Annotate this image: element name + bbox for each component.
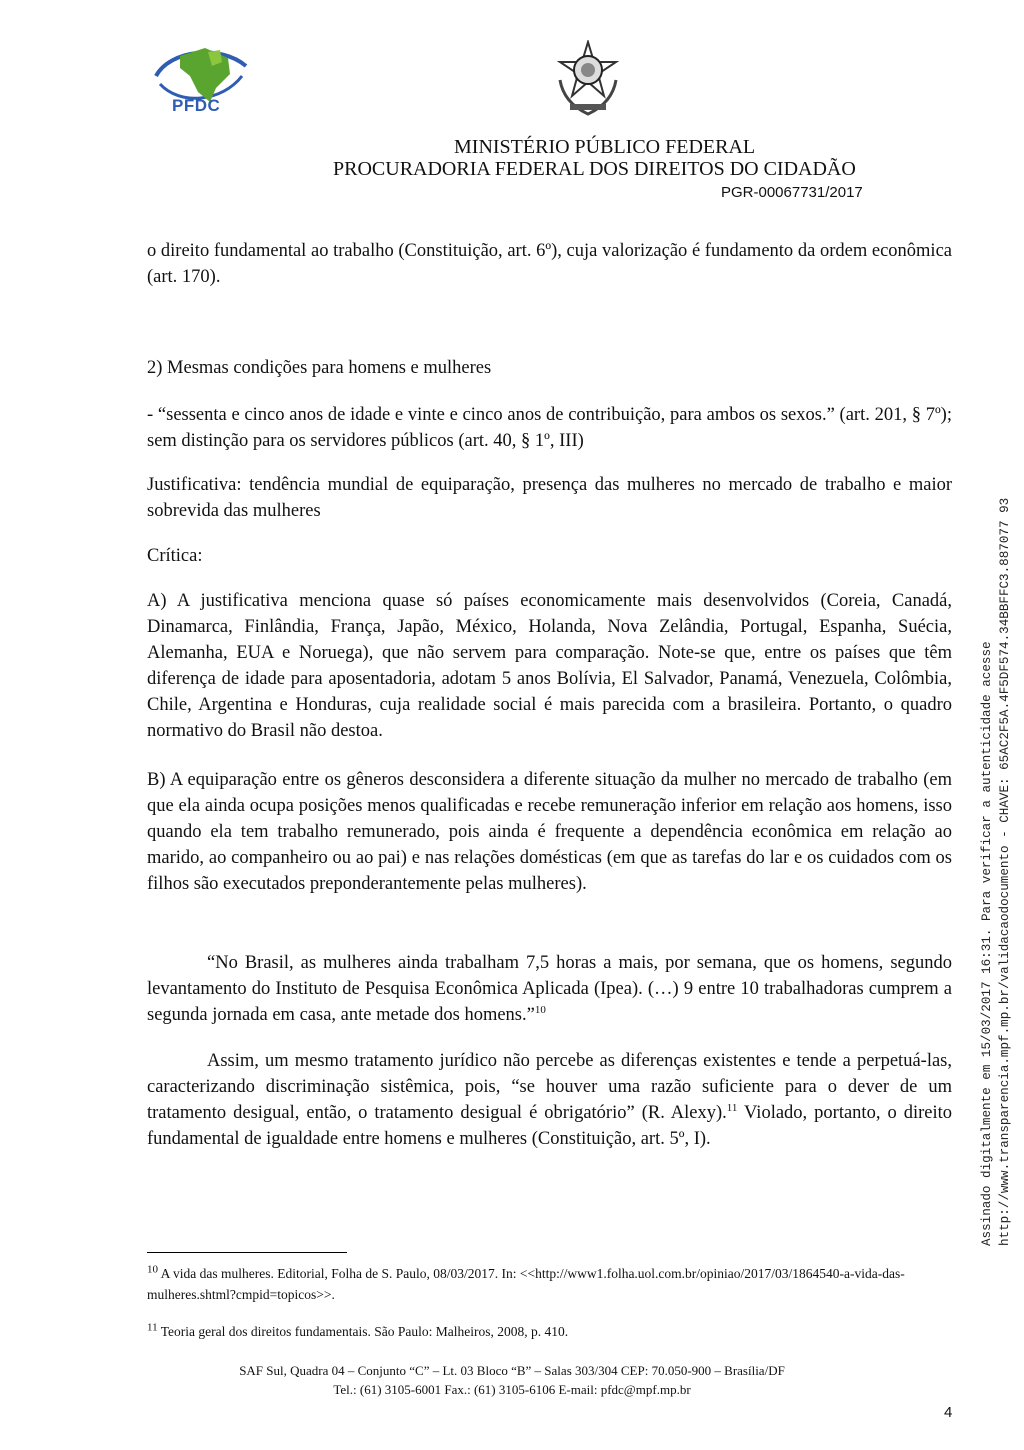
footnote-number: 11: [147, 1321, 158, 1334]
section-heading-2: 2) Mesmas condições para homens e mulheres: [147, 358, 492, 378]
footnote-text: Teoria geral dos direitos fundamentais. São Paulo: Malheiros, 2008, p. 410.: [157, 1324, 569, 1339]
logo-text: PFDC: [172, 96, 221, 115]
paragraph-a: A) A justificativa menciona quase só países economicamente mais desenvolvidos (Coreia, Canadá, Dinamarca, Finlândia, França, Japão, México, Holanda, Nova Zelândia, Portugal, Espanha, Suécia, Alemanha, EUA e Noruega), que não servem para comparação. Note-se que, entre os países que têm diferença de idade para aposentadoria, adotam 5 anos Bolívia, El Salvador, Panamá, Venezuela, Colômbia, Chile, Argentina e Honduras, cuja realidade social é mais parecida com a brasileira. Portanto, o quadro normativo do Brasil não destoa.: [147, 591, 952, 741]
paragraph-b: B) A equiparação entre os gêneros desconsidera a diferente situação da mulher no mercado de trabalho (em que ela ainda ocupa posições menos qualificadas e recebe remuneração inferior em relação aos homens, isso quando ela tem trabalho remunerado, pois ainda é frequente a dependência econômica em relação ao marido, ao companheiro ou ao pai) e nas relações domésticas (em que as tarefas do lar e os cuidados com os filhos são executados preponderantemente pelas mulheres).: [147, 770, 952, 894]
footer-address: SAF Sul, Quadra 04 – Conjunto “C” – Lt. 03 Bloco “B” – Salas 303/304 CEP: 70.050-900 – Brasília/DF: [239, 1363, 785, 1378]
document-id: PGR-00067731/2017: [721, 184, 863, 201]
header-procuradoria: PROCURADORIA FEDERAL DOS DIREITOS DO CIDADÃO: [333, 158, 856, 180]
header-ministry: MINISTÉRIO PÚBLICO FEDERAL: [454, 136, 756, 158]
footnote-11: [147, 1321, 952, 1342]
quote-paragraph: [147, 950, 952, 1028]
paragraph-assim: [147, 1048, 952, 1152]
assim-text-cont: Violado, portanto, o direito fundamental de igualdade entre homens e mulheres (Constituição, art. 5º, I).: [147, 1103, 952, 1149]
paragraph-justificativa: Justificativa: tendência mundial de equiparação, presença das mulheres no mercado de trabalho e maior sobrevida das mulheres: [147, 475, 952, 521]
digital-signature-stamp: [978, 498, 1014, 1246]
footnote-ref-10[interactable]: 10: [534, 1003, 546, 1016]
paragraph-3: - “sessenta e cinco anos de idade e vinte e cinco anos de contribuição, para ambos os sexos.” (art. 201, § 7º); sem distinção para os servidores públicos (art. 40, § 1º, III): [147, 405, 952, 451]
signature-line-1: Assinado digitalmente em 15/03/2017 16:31. Para verificar a autenticidade acesse: [980, 641, 994, 1246]
footnote-number: 10: [147, 1263, 158, 1276]
quote-text: “No Brasil, as mulheres ainda trabalham 7,5 horas a mais, por semana, que os homens, segundo levantamento do Instituto de Pesquisa Econômica Aplicada (Ipea). (…) 9 entre 10 trabalhadoras cumprem a segunda jornada em casa, ante metade dos homens.”: [147, 953, 952, 1025]
coat-of-arms-icon: [554, 40, 622, 116]
critica-label: Crítica:: [147, 546, 203, 566]
footnote-text[interactable]: A vida das mulheres. Editorial, Folha de S. Paulo, 08/03/2017. In: <<http://www1.folha.uol.com.br/opiniao/2017/03/1864540-a-vida-das-mulheres.shtml?cmpid=topicos>>.: [147, 1266, 905, 1302]
signature-line-2[interactable]: http://www.transparencia.mpf.mp.br/validacaodocumento - CHAVE: 65AC2F5A.4F5DF574.34BBFFC3.887077 93: [998, 497, 1012, 1246]
page-number: 4: [944, 1404, 953, 1421]
footer-contact: Tel.: (61) 3105-6001 Fax.: (61) 3105-6106 E-mail: pfdc@mpf.mp.br: [333, 1382, 691, 1397]
paragraph-1: o direito fundamental ao trabalho (Constituição, art. 6º), cuja valorização é fundamento da ordem econômica (art. 170).: [147, 241, 952, 287]
footnote-ref-11[interactable]: 11: [726, 1101, 738, 1114]
assim-text: Assim, um mesmo tratamento jurídico não percebe as diferenças existentes e tende a perpetuá-las, caracterizando discriminação sistêmica, pois, “se houver uma razão suficiente para o dever de um tratamento desigual, então, o tratamento desigual é obrigatório” (R. Alexy).: [147, 1051, 952, 1123]
footnote-divider: [147, 1252, 347, 1253]
footnote-10: [147, 1263, 952, 1305]
